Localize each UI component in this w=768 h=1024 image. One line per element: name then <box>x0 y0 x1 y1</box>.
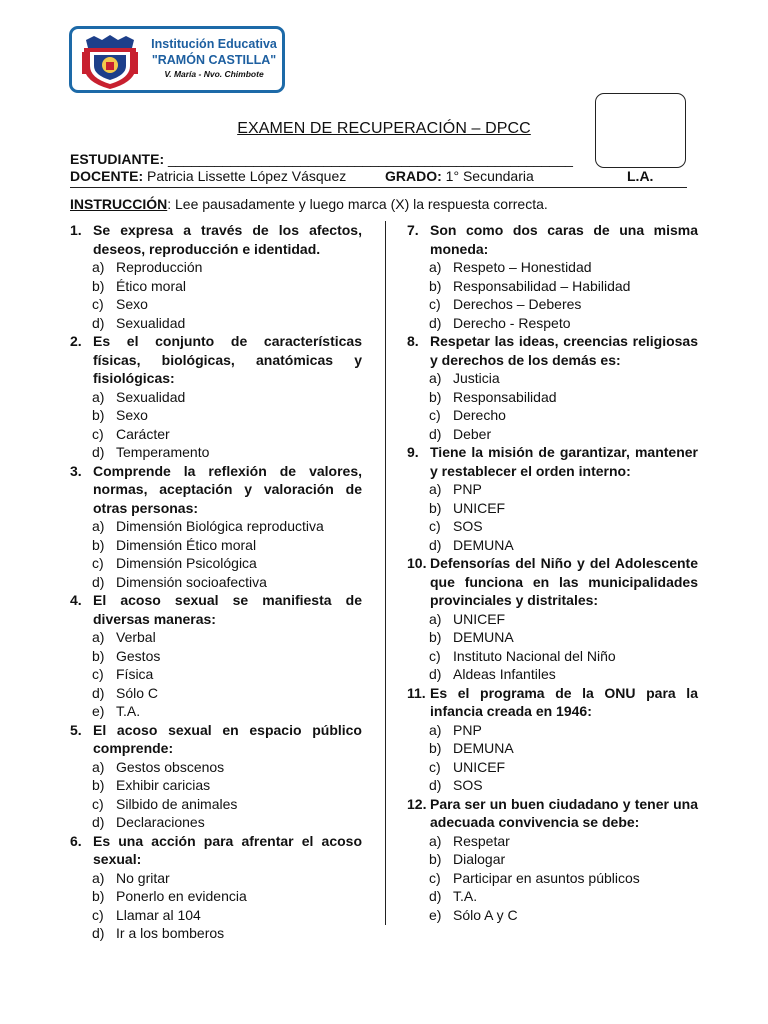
option-text: SOS <box>453 777 483 793</box>
option-letter: d) <box>429 314 442 331</box>
option-letter: c) <box>429 407 441 423</box>
question-text: Se expresa a través de los afectos, deseos, reproducción e identidad. <box>93 222 362 257</box>
option-text: Exhibir caricias <box>116 777 211 793</box>
question-text: Comprende la reflexión de valores, normas, aceptación y valoración de otras personas: <box>93 462 362 516</box>
option-text: Verbal <box>116 629 156 645</box>
answer-option[interactable] <box>407 314 698 333</box>
option-text: Respetar <box>453 832 510 849</box>
answer-option[interactable] <box>70 258 362 277</box>
answer-option[interactable] <box>70 795 362 814</box>
question-text: Defensorías del Niño y del Adolescente que funciona en las municipalidades provinciales y distritales: <box>430 555 698 608</box>
answer-option[interactable] <box>70 924 362 943</box>
option-letter: a) <box>429 370 442 386</box>
option-letter: a) <box>92 869 105 886</box>
answer-option[interactable] <box>407 425 698 444</box>
option-letter: b) <box>429 629 442 645</box>
answer-option[interactable] <box>70 887 362 906</box>
option-letter: d) <box>92 314 105 331</box>
la-label: L.A. <box>627 168 654 184</box>
option-text: DEMUNA <box>453 536 514 553</box>
question-number: 9. <box>407 444 419 460</box>
option-letter: a) <box>92 388 105 405</box>
option-letter: e) <box>92 703 105 719</box>
student-label: ESTUDIANTE: <box>70 151 165 167</box>
option-letter: d) <box>92 573 105 590</box>
option-letter: b) <box>429 388 442 405</box>
option-letter: d) <box>429 425 442 442</box>
answer-option[interactable] <box>407 480 698 499</box>
option-letter: b) <box>429 851 442 867</box>
option-letter: c) <box>429 758 441 775</box>
school-crest-icon <box>80 34 140 90</box>
option-text: PNP <box>453 481 482 497</box>
question-text: Respetar las ideas, creencias religiosas y derechos de los demás es: <box>430 333 698 368</box>
option-text: No gritar <box>116 869 170 886</box>
option-letter: d) <box>429 888 442 904</box>
option-letter: c) <box>429 296 441 312</box>
answer-option[interactable] <box>407 665 698 684</box>
teacher-label: DOCENTE: <box>70 168 144 184</box>
answer-option[interactable] <box>70 665 362 684</box>
option-text: UNICEF <box>453 758 506 775</box>
option-letter: d) <box>92 444 105 460</box>
option-text: Gestos <box>116 647 161 664</box>
answer-option[interactable] <box>407 906 698 925</box>
option-letter: a) <box>92 518 105 534</box>
option-letter: c) <box>92 555 104 571</box>
option-letter: a) <box>429 259 442 275</box>
option-letter: b) <box>429 277 442 294</box>
question-number: 1. <box>70 222 82 238</box>
question <box>407 443 698 480</box>
logo-institution-label: Institución Educativa <box>151 37 277 51</box>
questions-right-column <box>407 221 698 924</box>
question <box>70 832 362 869</box>
logo-location: V. María - Nvo. Chimbote <box>164 69 264 79</box>
answer-option[interactable] <box>407 517 698 536</box>
logo-text <box>144 37 284 80</box>
option-letter: d) <box>92 925 105 941</box>
option-text: Derecho - Respeto <box>453 314 571 331</box>
option-text: Dimensión Psicológica <box>116 555 257 571</box>
answer-option[interactable] <box>407 295 698 314</box>
option-text: UNICEF <box>453 610 506 627</box>
question-text: Es el programa de la ONU para la infancia creada en 1946: <box>430 684 698 719</box>
logo-school-name: "RAMÓN CASTILLA" <box>151 53 277 67</box>
option-letter: c) <box>92 296 104 312</box>
exam-title: EXAMEN DE RECUPERACIÓN – DPCC <box>237 120 531 137</box>
question-number: 12. <box>407 795 427 812</box>
question-text: El acoso sexual se manifiesta de diversas maneras: <box>93 592 362 627</box>
option-letter: c) <box>92 666 104 682</box>
question-text: Para ser un buen ciudadano y tener una adecuada convivencia se debe: <box>430 795 698 830</box>
question-number: 8. <box>407 333 419 349</box>
grade-row <box>385 167 534 185</box>
question-text: Es el conjunto de características físicas, biológicas, anatómicas y fisiológicas: <box>93 333 362 386</box>
option-text: Instituto Nacional del Niño <box>453 647 616 664</box>
answer-option[interactable] <box>70 813 362 832</box>
option-text: Temperamento <box>116 444 210 460</box>
option-text: Derecho <box>453 407 506 423</box>
option-text: Declaraciones <box>116 814 205 830</box>
answer-option[interactable] <box>70 628 362 647</box>
answer-option[interactable] <box>407 832 698 851</box>
option-text: UNICEF <box>453 499 506 516</box>
option-text: Sólo A y C <box>453 906 518 923</box>
option-text: Derechos – Deberes <box>453 296 582 312</box>
question-text: El acoso sexual en espacio público comprende: <box>93 721 362 756</box>
answer-option[interactable] <box>407 647 698 666</box>
question <box>70 721 362 758</box>
answer-option[interactable] <box>70 425 362 444</box>
answer-option[interactable] <box>407 369 698 388</box>
school-logo <box>69 26 285 93</box>
student-row <box>70 150 573 168</box>
option-text: DEMUNA <box>453 740 514 756</box>
answer-option[interactable] <box>70 869 362 888</box>
question-number: 11. <box>407 684 426 701</box>
option-text: Silbido de animales <box>116 795 238 812</box>
answer-option[interactable] <box>70 684 362 703</box>
option-text: Sexo <box>116 296 148 312</box>
option-letter: a) <box>92 758 105 775</box>
option-letter: c) <box>92 425 104 442</box>
answer-option[interactable] <box>407 869 698 888</box>
option-letter: b) <box>92 777 105 793</box>
question-text: Tiene la misión de garantizar, mantener y restablecer el orden interno: <box>430 444 698 479</box>
answer-option[interactable] <box>70 443 362 462</box>
option-letter: a) <box>429 610 442 627</box>
option-letter: b) <box>92 647 105 664</box>
option-text: Dialogar <box>453 851 506 867</box>
option-letter: d) <box>92 684 105 701</box>
option-letter: a) <box>92 629 105 645</box>
option-text: Participar en asuntos públicos <box>453 869 640 886</box>
answer-option[interactable] <box>70 536 362 555</box>
option-letter: b) <box>92 277 105 294</box>
grade-label: GRADO: <box>385 168 442 184</box>
answer-option[interactable] <box>407 758 698 777</box>
question-text: Son como dos caras de una misma moneda: <box>430 222 698 257</box>
option-letter: c) <box>429 518 441 534</box>
answer-option[interactable] <box>407 850 698 869</box>
option-text: Dimensión socioafectiva <box>116 573 267 590</box>
teacher-name: Patricia Lissette López Vásquez <box>147 168 347 184</box>
option-text: Dimensión Ético moral <box>116 536 257 553</box>
option-letter: c) <box>429 869 441 886</box>
option-text: Dimensión Biológica reproductiva <box>116 518 324 534</box>
answer-option[interactable] <box>407 776 698 795</box>
question <box>70 221 362 258</box>
answer-option[interactable] <box>407 406 698 425</box>
answer-option[interactable] <box>407 628 698 647</box>
question <box>407 795 698 832</box>
questions-left-column <box>70 221 362 943</box>
answer-option[interactable] <box>407 739 698 758</box>
option-letter: a) <box>429 832 442 849</box>
option-letter: a) <box>429 721 442 738</box>
answer-option[interactable] <box>407 388 698 407</box>
answer-option[interactable] <box>407 536 698 555</box>
option-text: Respeto – Honestidad <box>453 259 592 275</box>
option-letter: e) <box>429 906 442 923</box>
question-number: 3. <box>70 462 82 479</box>
option-text: Justicia <box>453 370 500 386</box>
option-letter: b) <box>92 888 105 904</box>
option-letter: a) <box>92 259 105 275</box>
answer-option[interactable] <box>70 277 362 296</box>
teacher-row <box>70 167 346 185</box>
answer-option[interactable] <box>70 702 362 721</box>
option-letter: d) <box>92 814 105 830</box>
question <box>70 591 362 628</box>
option-letter: d) <box>429 666 442 682</box>
option-text: DEMUNA <box>453 629 514 645</box>
option-text: Llamar al 104 <box>116 906 201 923</box>
option-text: Ponerlo en evidencia <box>116 888 247 904</box>
question-number: 4. <box>70 592 82 608</box>
option-letter: a) <box>429 481 442 497</box>
answer-option[interactable] <box>70 906 362 925</box>
answer-option[interactable] <box>407 258 698 277</box>
option-text: SOS <box>453 518 483 534</box>
question <box>70 332 362 388</box>
option-text: Deber <box>453 425 492 442</box>
column-divider <box>385 221 386 925</box>
option-text: Ético moral <box>116 277 187 294</box>
question-number: 7. <box>407 222 419 238</box>
option-text: Sexualidad <box>116 314 186 331</box>
option-text: Reproducción <box>116 259 203 275</box>
option-text: Carácter <box>116 425 170 442</box>
answer-option[interactable] <box>70 517 362 536</box>
answer-option[interactable] <box>70 554 362 573</box>
answer-option[interactable] <box>70 388 362 407</box>
answer-option[interactable] <box>407 277 698 296</box>
option-text: PNP <box>453 721 482 738</box>
grade-value: 1° Secundaria <box>445 168 534 184</box>
instruction-text: : Lee pausadamente y luego marca (X) la respuesta correcta. <box>167 196 548 212</box>
option-text: Sólo C <box>116 684 159 701</box>
question <box>407 554 698 610</box>
option-text: Gestos obscenos <box>116 758 225 775</box>
answer-option[interactable] <box>407 887 698 906</box>
question <box>407 684 698 721</box>
answer-option[interactable] <box>70 758 362 777</box>
question-number: 6. <box>70 832 82 849</box>
answer-option[interactable] <box>70 647 362 666</box>
header-divider <box>70 187 687 188</box>
option-text: Sexualidad <box>116 388 186 405</box>
student-name-field[interactable]: ____________________________________________________ <box>168 151 573 167</box>
question <box>70 462 362 518</box>
answer-option[interactable] <box>70 295 362 314</box>
option-letter: b) <box>92 407 105 423</box>
instruction-label: INSTRUCCIÓN <box>70 196 168 212</box>
question <box>407 332 698 369</box>
option-text: Ir a los bomberos <box>116 925 225 941</box>
question-number: 2. <box>70 333 82 349</box>
question-text: Es una acción para afrentar el acoso sexual: <box>93 832 362 867</box>
instruction <box>70 195 548 213</box>
option-letter: b) <box>429 499 442 516</box>
answer-option[interactable] <box>70 314 362 333</box>
option-letter: b) <box>92 536 105 553</box>
question-number: 5. <box>70 721 82 738</box>
option-letter: d) <box>429 536 442 553</box>
answer-option[interactable] <box>70 406 362 425</box>
option-letter: c) <box>92 906 104 923</box>
option-letter: b) <box>429 740 442 756</box>
option-text: Física <box>116 666 154 682</box>
answer-option[interactable] <box>70 573 362 592</box>
option-text: Responsabilidad <box>453 388 557 405</box>
answer-option[interactable] <box>70 776 362 795</box>
option-text: Sexo <box>116 407 148 423</box>
option-text: Responsabilidad – Habilidad <box>453 277 631 294</box>
answer-option[interactable] <box>407 499 698 518</box>
option-letter: c) <box>92 795 104 812</box>
question <box>407 221 698 258</box>
question-number: 10. <box>407 555 427 571</box>
option-text: T.A. <box>116 703 141 719</box>
answer-option[interactable] <box>407 610 698 629</box>
option-letter: c) <box>429 647 441 664</box>
answer-option[interactable] <box>407 721 698 740</box>
option-text: Aldeas Infantiles <box>453 666 556 682</box>
option-letter: d) <box>429 777 442 793</box>
option-text: T.A. <box>453 888 478 904</box>
